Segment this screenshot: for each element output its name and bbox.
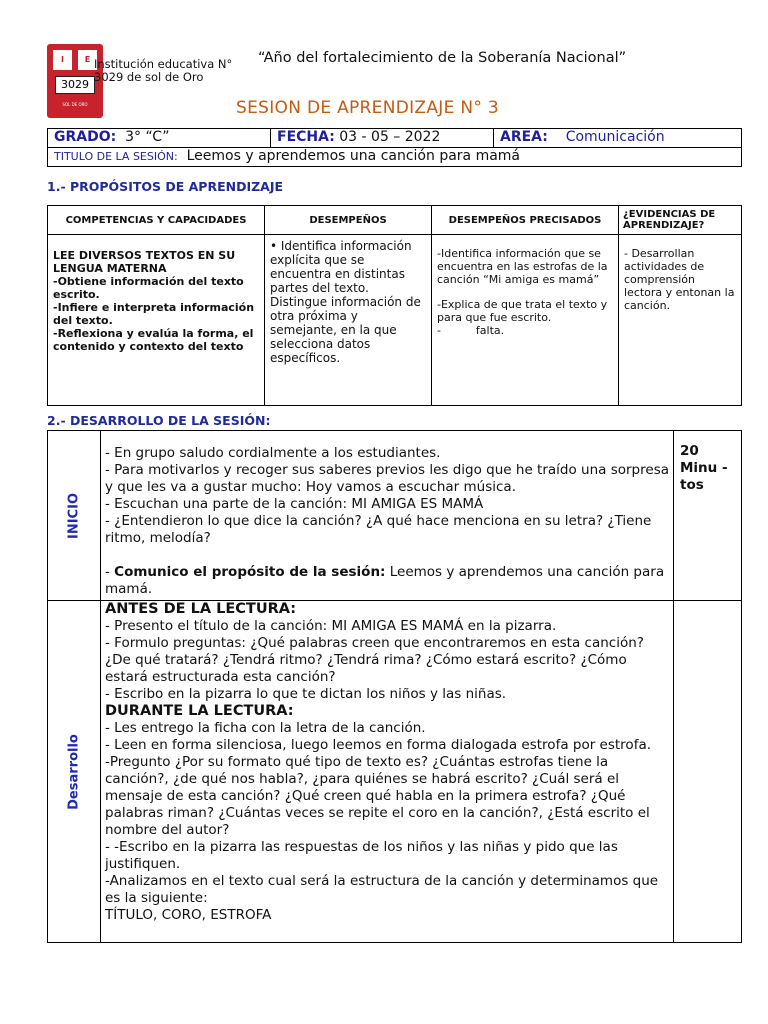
durante-line-3: -Pregunto ¿Por su formato qué tipo de texto es? ¿Cuántas estrofas tiene la canción?, ¿de qué nos habla?, ¿para quiénes se habrá escrito? ¿Cuál será el mensaje de esta canción? ¿Qué creen qué habla en la primera estrofa? ¿Qué palabras riman? ¿Cuántas veces se repite el coro en la canción?, ¿Está escrito el nombre del autor? (105, 754, 650, 838)
proposito-text: Leemos y aprendemos una canción para mamá. (105, 564, 665, 597)
durante-heading: DURANTE LA LECTURA: (105, 703, 294, 719)
capacidad-2: -Infiere e interpreta información del texto. (53, 301, 255, 327)
logo-letter-right: E (78, 50, 97, 70)
antes-line-3: - Escribo en la pizarra lo que te dictan los niños y las niñas. (105, 686, 507, 702)
purposes-table (47, 205, 742, 406)
titulo-cell (48, 148, 742, 167)
competencias-cell (48, 235, 265, 406)
inicio-line-3: - Escuchan una parte de la canción: MI AMIGA ES MAMÁ (105, 496, 484, 512)
desarrollo-time (674, 601, 742, 943)
header-desempenos: DESEMPEÑOS (265, 206, 432, 235)
inicio-cell (48, 431, 101, 601)
inicio-proposito: - Comunico el propósito de la sesión: Leemos y aprendemos una canción para mamá. (105, 564, 665, 597)
inicio-label: INICIO (66, 492, 82, 539)
inicio-line-4: - ¿Entendieron lo que dice la canción? ¿A qué hace menciona en su letra? ¿Tiene ritmo, melodía? (105, 513, 652, 546)
durante-line-6: TÍTULO, CORO, ESTROFA (105, 907, 272, 923)
inicio-content (101, 431, 674, 601)
inicio-time: 20 Minu - tos (674, 431, 742, 601)
desempeno-1: • Identifica información explícita que se encuentra en distintas partes del texto. (270, 239, 412, 295)
header-competencias: COMPETENCIAS Y CAPACIDADES (48, 206, 265, 235)
institution-name: Institución educativa N° 3029 de sol de Oro (94, 57, 233, 84)
antes-line-2: - Formulo preguntas: ¿Qué palabras creen que encontraremos en esta canción? ¿De qué tratará? ¿Tendrá ritmo? ¿Tendrá rima? ¿Cómo estará escrito? ¿Cómo estará estructurada esta canción? (105, 635, 644, 685)
precisados-cell (432, 235, 619, 406)
inicio-line-2: - Para motivarlos y recoger sus saberes previos les digo que he traído una sorpresa y que les va a gustar mucho: Hoy vamos a escuchar música. (105, 462, 669, 495)
evidencia-text: - Desarrollan actividades de comprensión lectora y entonan la canción. (624, 247, 735, 312)
proposito-label: Comunico el propósito de la sesión: (114, 564, 386, 580)
precisado-1: -Identifica información que se encuentra en las estrofas de la canción “Mi amiga es mamá” (437, 247, 608, 286)
capacidad-3: -Reflexiona y evalúa la forma, el contenido y contexto del texto (53, 327, 254, 353)
durante-line-4: - -Escribo en la pizarra las respuestas de los niños y las niñas y pido que las justifiquen. (105, 839, 618, 872)
grado-value: 3° “C” (125, 129, 170, 145)
grado-cell (48, 129, 271, 148)
page-title: SESION DE APRENDIZAJE N° 3 (236, 98, 499, 118)
desempenos-cell (265, 235, 432, 406)
competencia-main: LEE DIVERSOS TEXTOS EN SU LENGUA MATERNA (53, 249, 236, 275)
logo-motto: SOL DE ORO (62, 102, 88, 107)
desarrollo-content (101, 601, 674, 943)
area-label: AREA: (500, 129, 548, 145)
precisado-2: -Explica de que trata el texto y para que fue escrito. (437, 298, 608, 324)
development-table (47, 430, 742, 943)
logo-number: 3029 (55, 76, 95, 94)
durante-line-1: - Les entrego la ficha con la letra de la canción. (105, 720, 426, 736)
antes-heading: ANTES DE LA LECTURA: (105, 601, 297, 617)
desempeno-2: Distingue información de otra próxima y semejante, en la que selecciona datos específicos. (270, 295, 421, 365)
precisado-3: - falta. (437, 324, 505, 337)
grado-label: GRADO: (54, 129, 117, 145)
desarrollo-cell (48, 601, 101, 943)
inicio-line-1: - En grupo saludo cordialmente a los estudiantes. (105, 445, 441, 461)
area-cell (494, 129, 742, 148)
titulo-value: Leemos y aprendemos una canción para mamá (186, 148, 521, 164)
capacidad-1: -Obtiene información del texto escrito. (53, 275, 244, 301)
antes-line-1: - Presento el título de la canción: MI AMIGA ES MAMÁ en la pizarra. (105, 618, 557, 634)
header-evidencias: ¿EVIDENCIAS DE APRENDIZAJE? (619, 206, 742, 235)
durante-line-5: -Analizamos en el texto cual será la estructura de la canción y determinamos que es la siguiente: (105, 873, 659, 906)
fecha-label: FECHA: (277, 129, 335, 145)
fecha-cell (271, 129, 494, 148)
logo-letter-left: I (53, 50, 72, 70)
year-motto: “Año del fortalecimiento de la Soberanía Nacional” (258, 50, 627, 66)
titulo-label: TITULO DE LA SESIÓN: (54, 150, 178, 163)
header-precisados: DESEMPEÑOS PRECISADOS (432, 206, 619, 235)
desarrollo-label: Desarrollo (66, 733, 82, 810)
durante-line-2: - Leen en forma silenciosa, luego leemos en forma dialogada estrofa por estrofa. (105, 737, 652, 753)
section-proposito-heading: 1.- PROPÓSITOS DE APRENDIZAJE (47, 179, 284, 194)
evidencias-cell (619, 235, 742, 406)
section-desarrollo-heading: 2.- DESARROLLO DE LA SESIÓN: (47, 413, 271, 428)
fecha-value: 03 - 05 – 2022 (339, 129, 441, 145)
info-table (47, 128, 742, 167)
area-value: Comunicación (565, 129, 665, 145)
